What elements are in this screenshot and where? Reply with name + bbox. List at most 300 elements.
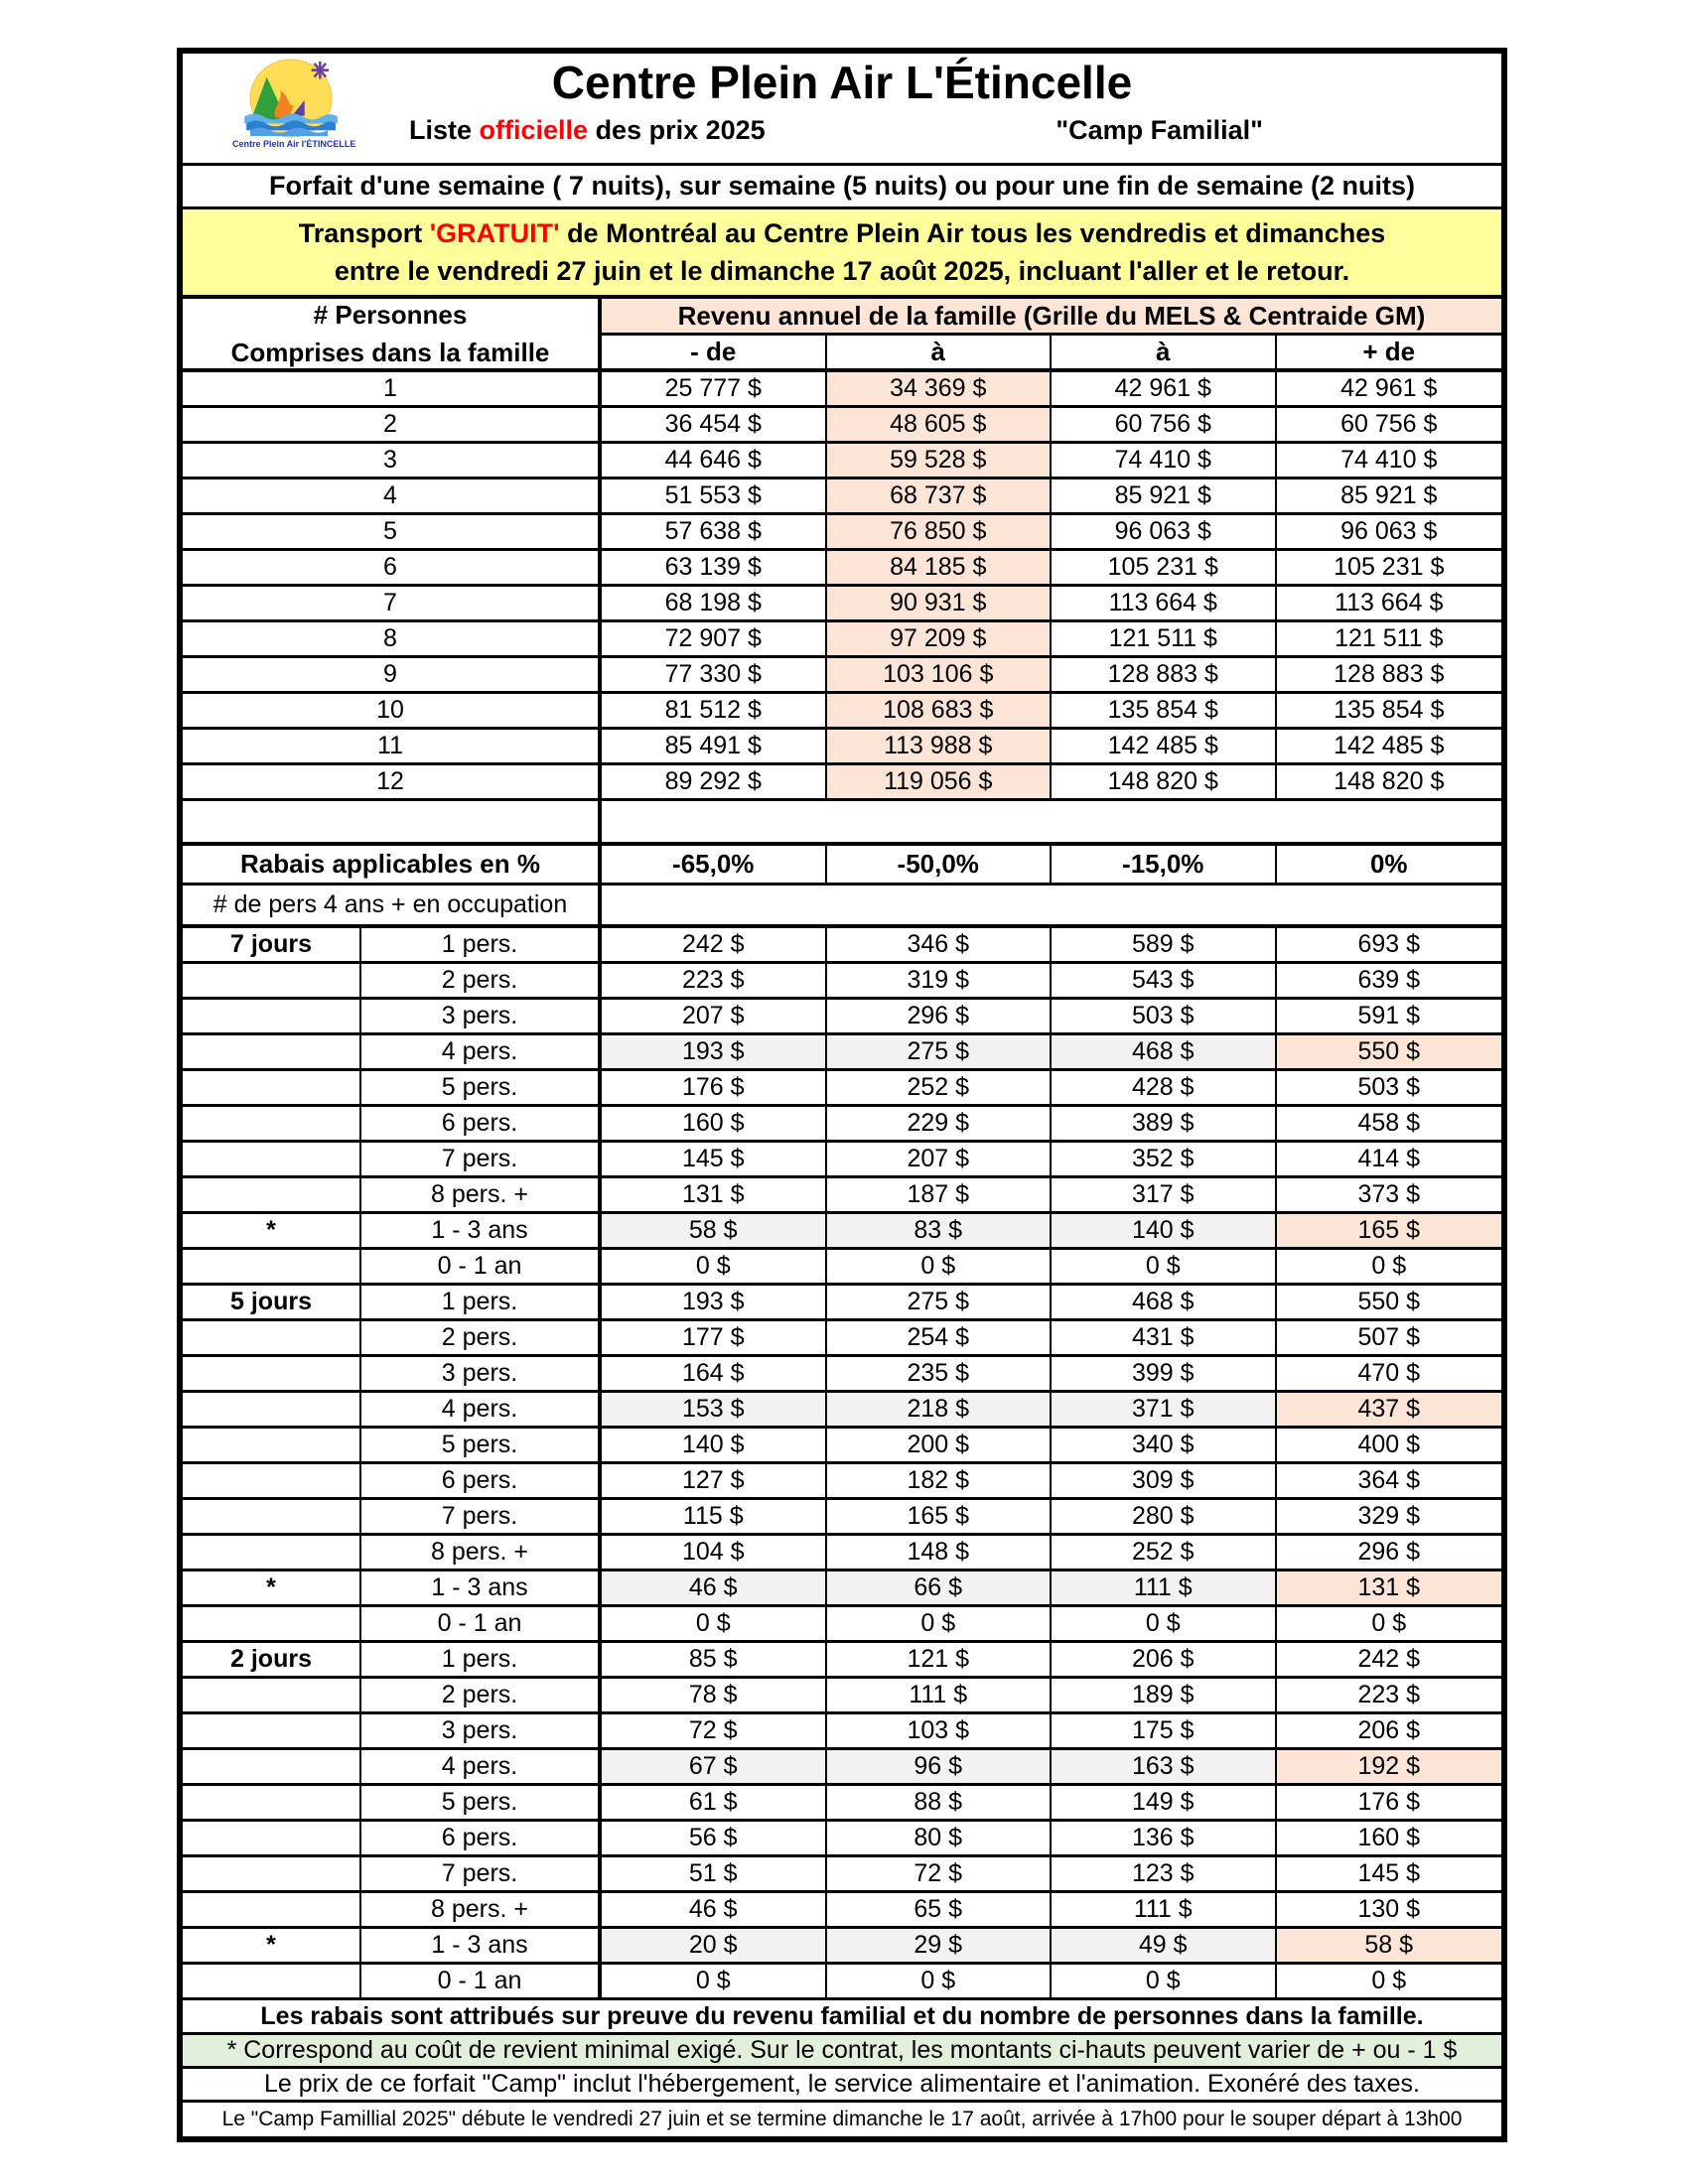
price-row [183,1750,1501,1786]
income-value-cell: 142 485 $ [1334,732,1445,759]
price-value-cell: 252 $ [827,1071,1053,1104]
price-value-cell: 0 $ [602,1250,827,1283]
family-size-cell: 5 [183,515,602,548]
price-value-cell: 0 $ [1371,1252,1407,1280]
occupation-row [183,886,1501,928]
persons-label-cell: 4 pers. [361,1393,602,1426]
price-value-cell: 340 $ [1052,1429,1277,1461]
price-row [183,1643,1501,1679]
income-value-cell: 74 410 $ [1340,446,1438,474]
footnote-rabais: Les rabais sont attribués sur preuve du revenu familial et du nombre de personnes dans la famille. [183,2000,1501,2035]
family-size-cell: 4 [183,479,602,512]
price-value-cell: 317 $ [1052,1178,1277,1211]
income-value-cell: 85 491 $ [602,730,827,762]
star-cell [183,1000,361,1032]
price-value-cell: 187 $ [827,1178,1053,1211]
star-cell [183,1107,361,1140]
price-value-cell: 437 $ [1277,1393,1502,1426]
footnote-cout-minimal: * Correspond au coût de revient minimal exigé. Sur le contrat, les montants ci-hauts peuvent varier de + ou - 1 $ [183,2035,1501,2069]
income-value-cell: 42 961 $ [1340,374,1438,402]
income-value-cell: 135 854 $ [1052,694,1277,727]
price-value-cell: 29 $ [827,1929,1053,1962]
subtitle-line [183,107,1501,146]
price-row [183,1857,1501,1893]
price-row [183,1178,1501,1214]
rabais-label: Rabais applicables en % [183,846,602,883]
income-value-cell: 128 883 $ [1334,660,1445,688]
transport-banner [183,209,1501,299]
price-row [183,1321,1501,1357]
star-cell [183,1178,361,1211]
income-value-cell: 148 820 $ [1334,767,1445,795]
price-row [183,1000,1501,1035]
price-value-cell: 252 $ [1052,1536,1277,1569]
price-value-cell: 83 $ [827,1214,1053,1247]
family-size-cell: 10 [183,694,602,727]
footnote-forfait-inclut: Le prix de ce forfait "Camp" inclut l'hébergement, le service alimentaire et l'animation. Exonéré des taxes. [183,2069,1501,2103]
price-value-cell: 503 $ [1357,1073,1421,1101]
income-value-cell: 85 921 $ [1340,481,1438,509]
star-cell [183,1071,361,1104]
price-value-cell: 20 $ [602,1929,827,1962]
income-group-header: Revenu annuel de la famille (Grille du MELS & Centraide GM) [602,299,1501,336]
price-list-label-prefix: Liste [409,115,480,145]
price-value-cell: 192 $ [1277,1750,1502,1783]
price-value-cell: 235 $ [827,1357,1053,1390]
persons-label-cell: 7 pers. [361,1500,602,1533]
star-cell [183,1250,361,1283]
price-value-cell: 639 $ [1357,966,1421,994]
star-cell [183,1393,361,1426]
persons-label-cell: 2 pers. [361,1679,602,1711]
price-value-cell: 589 $ [1052,928,1277,961]
price-value-cell: 468 $ [1052,1035,1277,1068]
persons-label-cell: 5 pers. [361,1786,602,1819]
family-size-cell: 8 [183,622,602,655]
price-value-cell: 104 $ [602,1536,827,1569]
star-cell: * [183,1214,361,1247]
persons-label-cell: 1 - 3 ans [361,1571,602,1604]
price-value-cell: 165 $ [1277,1214,1502,1247]
price-value-cell: 296 $ [827,1000,1053,1032]
price-row [183,1107,1501,1143]
income-value-cell: 42 961 $ [1052,372,1277,405]
income-rows [183,372,1501,801]
price-value-cell: 0 $ [1371,1967,1407,1994]
income-value-cell: 36 454 $ [602,408,827,441]
price-value-cell: 275 $ [827,1286,1053,1318]
price-value-cell: 0 $ [602,1965,827,1997]
price-value-cell: 458 $ [1357,1109,1421,1137]
price-row [183,928,1501,964]
price-value-cell: 177 $ [602,1321,827,1354]
price-value-cell: 206 $ [1357,1716,1421,1744]
family-size-cell: 11 [183,730,602,762]
income-value-cell: 60 756 $ [1340,410,1438,438]
price-value-cell: 131 $ [602,1178,827,1211]
income-value-cell: 85 921 $ [1052,479,1277,512]
price-list-label-suffix: des prix 2025 [588,115,766,145]
star-cell: * [183,1929,361,1962]
price-value-cell: 223 $ [602,964,827,997]
income-value-cell: 108 683 $ [827,694,1053,727]
occupation-right-cell [602,886,1501,924]
persons-label-cell: 5 pers. [361,1071,602,1104]
income-row [183,765,1501,801]
income-col-header: + de [1362,337,1416,366]
price-row [183,1250,1501,1286]
income-value-cell: 97 209 $ [827,622,1053,655]
duration-label-cell: 5 jours [183,1286,361,1318]
income-value-cell: 96 063 $ [1052,515,1277,548]
income-value-cell: 60 756 $ [1052,408,1277,441]
price-value-cell: 164 $ [602,1357,827,1390]
family-size-cell: 7 [183,587,602,619]
price-sections [183,928,1501,2000]
price-value-cell: 165 $ [827,1500,1053,1533]
price-value-cell: 160 $ [1357,1824,1421,1851]
price-value-cell: 0 $ [1371,1609,1407,1637]
price-value-cell: 163 $ [1052,1750,1277,1783]
price-value-cell: 189 $ [1052,1679,1277,1711]
rabais-value: 0% [1369,849,1408,879]
income-value-cell: 68 198 $ [602,587,827,619]
family-size-cell: 12 [183,765,602,798]
sheet-header [183,54,1501,166]
price-value-cell: 352 $ [1052,1143,1277,1175]
income-row [183,694,1501,730]
family-size-cell: 1 [183,372,602,405]
page-title: Centre Plein Air L'Étincelle [551,57,1133,108]
income-value-cell: 113 988 $ [827,730,1053,762]
price-value-cell: 65 $ [827,1893,1053,1926]
family-size-header-line1: # Personnes [313,299,468,330]
price-list-label-highlight: officielle [479,115,589,145]
price-value-cell: 371 $ [1052,1393,1277,1426]
family-size-cell: 3 [183,444,602,477]
price-value-cell: 78 $ [602,1679,827,1711]
price-row [183,1393,1501,1429]
income-row [183,408,1501,444]
price-value-cell: 121 $ [827,1643,1053,1676]
persons-label-cell: 0 - 1 an [361,1965,602,1997]
star-cell [183,1857,361,1890]
persons-label-cell: 6 pers. [361,1822,602,1854]
income-row [183,551,1501,587]
persons-label-cell: 6 pers. [361,1107,602,1140]
price-value-cell: 468 $ [1052,1286,1277,1318]
income-value-cell: 57 638 $ [602,515,827,548]
transport-gratuit: 'GRATUIT' [429,217,560,248]
spacer-right-cell [602,801,1501,842]
price-value-cell: 280 $ [1052,1500,1277,1533]
persons-label-cell: 0 - 1 an [361,1250,602,1283]
income-col-headers [602,336,1501,368]
price-value-cell: 72 $ [602,1714,827,1747]
price-row [183,1214,1501,1250]
price-value-cell: 0 $ [1052,1250,1277,1283]
price-value-cell: 46 $ [602,1571,827,1604]
price-row [183,964,1501,1000]
transport-line2: entre le vendredi 27 juin et le dimanche 17 août 2025, incluant l'aller et le retour. [334,255,1350,286]
price-value-cell: 160 $ [602,1107,827,1140]
price-value-cell: 431 $ [1052,1321,1277,1354]
persons-label-cell: 6 pers. [361,1464,602,1497]
rabais-value: -65,0% [602,846,827,883]
income-value-cell: 81 512 $ [602,694,827,727]
persons-label-cell: 7 pers. [361,1857,602,1890]
income-value-cell: 113 664 $ [1052,587,1277,619]
price-value-cell: 400 $ [1357,1431,1421,1458]
price-value-cell: 296 $ [1357,1538,1421,1566]
star-cell [183,1143,361,1175]
price-value-cell: 103 $ [827,1714,1053,1747]
income-value-cell: 135 854 $ [1334,696,1445,724]
price-value-cell: 51 $ [602,1857,827,1890]
income-row [183,515,1501,551]
income-value-cell: 25 777 $ [602,372,827,405]
price-row [183,1429,1501,1464]
price-row [183,1607,1501,1643]
price-value-cell: 58 $ [602,1214,827,1247]
price-row [183,1286,1501,1321]
camp-logo-icon [234,58,352,139]
price-value-cell: 319 $ [827,964,1053,997]
persons-label-cell: 3 pers. [361,1714,602,1747]
income-col-header: à [827,336,1053,368]
persons-label-cell: 2 pers. [361,964,602,997]
income-value-cell: 44 646 $ [602,444,827,477]
price-value-cell: 550 $ [1277,1035,1502,1068]
camp-familial-label: "Camp Familial" [1055,115,1263,145]
price-value-cell: 136 $ [1052,1822,1277,1854]
income-table-header [183,299,1501,372]
star-cell [183,1607,361,1640]
persons-label-cell: 1 - 3 ans [361,1929,602,1962]
income-value-cell: 128 883 $ [1052,658,1277,691]
price-value-cell: 67 $ [602,1750,827,1783]
price-value-cell: 428 $ [1052,1071,1277,1104]
star-cell [183,1750,361,1783]
transport-line1-prefix: Transport [298,217,430,248]
duration-label-cell: 2 jours [183,1643,361,1676]
income-value-cell: 76 850 $ [827,515,1053,548]
income-value-cell: 119 056 $ [827,765,1053,798]
price-value-cell: 49 $ [1052,1929,1277,1962]
star-cell [183,1536,361,1569]
income-row [183,658,1501,694]
star-cell [183,1500,361,1533]
price-row [183,1679,1501,1714]
price-sheet [177,48,1507,2142]
persons-label-cell: 8 pers. + [361,1893,602,1926]
price-value-cell: 364 $ [1357,1466,1421,1494]
price-value-cell: 145 $ [602,1143,827,1175]
star-cell [183,1822,361,1854]
price-row [183,1929,1501,1965]
price-value-cell: 0 $ [827,1965,1053,1997]
price-row [183,1822,1501,1857]
income-value-cell: 51 553 $ [602,479,827,512]
price-value-cell: 140 $ [1052,1214,1277,1247]
price-value-cell: 207 $ [827,1143,1053,1175]
income-col-header: - de [602,336,827,368]
price-value-cell: 0 $ [827,1250,1053,1283]
price-value-cell: 88 $ [827,1786,1053,1819]
price-row [183,1893,1501,1929]
price-value-cell: 242 $ [1357,1645,1421,1673]
family-size-cell: 2 [183,408,602,441]
price-value-cell: 46 $ [602,1893,827,1926]
persons-label-cell: 4 pers. [361,1750,602,1783]
income-value-cell: 142 485 $ [1052,730,1277,762]
price-value-cell: 507 $ [1357,1323,1421,1351]
price-value-cell: 0 $ [827,1607,1053,1640]
persons-label-cell: 2 pers. [361,1321,602,1354]
occupation-label: # de pers 4 ans + en occupation [183,886,602,924]
price-value-cell: 693 $ [1357,930,1421,958]
star-cell: * [183,1571,361,1604]
price-value-cell: 470 $ [1357,1359,1421,1387]
price-value-cell: 80 $ [827,1822,1053,1854]
income-value-cell: 105 231 $ [1334,553,1445,581]
price-value-cell: 111 $ [1052,1571,1277,1604]
income-value-cell: 90 931 $ [827,587,1053,619]
footnote-dates: Le "Camp Famillial 2025" débute le vendredi 27 juin et se termine dimanche le 17 août, arrivée à 17h00 pour le souper départ à 13h00 [221,2108,1463,2130]
price-value-cell: 85 $ [602,1643,827,1676]
transport-line1 [299,218,1386,249]
price-value-cell: 111 $ [827,1679,1053,1711]
price-value-cell: 123 $ [1052,1857,1277,1890]
price-value-cell: 223 $ [1357,1681,1421,1708]
price-value-cell: 591 $ [1357,1002,1421,1029]
price-value-cell: 414 $ [1357,1145,1421,1172]
price-value-cell: 0 $ [602,1607,827,1640]
price-value-cell: 145 $ [1357,1859,1421,1887]
price-row [183,1143,1501,1178]
income-row [183,622,1501,658]
price-row [183,1714,1501,1750]
persons-label-cell: 4 pers. [361,1035,602,1068]
price-value-cell: 72 $ [827,1857,1053,1890]
price-row [183,1500,1501,1536]
logo-caption: Centre Plein Air l'ÉTINCELLE [232,139,356,149]
price-value-cell: 254 $ [827,1321,1053,1354]
price-row [183,1071,1501,1107]
family-size-cell: 6 [183,551,602,584]
price-value-cell: 61 $ [602,1786,827,1819]
star-cell [183,964,361,997]
price-value-cell: 200 $ [827,1429,1053,1461]
price-value-cell: 503 $ [1052,1000,1277,1032]
persons-label-cell: 1 pers. [361,928,602,961]
income-value-cell: 89 292 $ [602,765,827,798]
price-value-cell: 131 $ [1277,1571,1502,1604]
price-value-cell: 127 $ [602,1464,827,1497]
persons-label-cell: 8 pers. + [361,1536,602,1569]
price-list-label [409,115,766,146]
price-value-cell: 149 $ [1052,1786,1277,1819]
income-value-cell: 48 605 $ [827,408,1053,441]
price-value-cell: 0 $ [1052,1607,1277,1640]
income-value-cell: 121 511 $ [1052,622,1277,655]
star-cell [183,1429,361,1461]
income-header-right [602,299,1501,368]
price-value-cell: 0 $ [1052,1965,1277,1997]
family-size-header-line2: Comprises dans la famille [230,337,550,367]
price-value-cell: 550 $ [1357,1288,1421,1315]
price-row [183,1571,1501,1607]
price-row [183,1464,1501,1500]
income-value-cell: 84 185 $ [827,551,1053,584]
price-value-cell: 182 $ [827,1464,1053,1497]
price-value-cell: 56 $ [602,1822,827,1854]
duration-label-cell: 7 jours [183,928,361,961]
price-value-cell: 229 $ [827,1107,1053,1140]
price-value-cell: 389 $ [1052,1107,1277,1140]
price-value-cell: 193 $ [602,1035,827,1068]
income-row [183,372,1501,408]
star-cell [183,1321,361,1354]
persons-label-cell: 3 pers. [361,1000,602,1032]
price-value-cell: 176 $ [602,1071,827,1104]
price-value-cell: 275 $ [827,1035,1053,1068]
income-col-header: à [1052,336,1277,368]
income-row [183,587,1501,622]
price-value-cell: 218 $ [827,1393,1053,1426]
price-value-cell: 207 $ [602,1000,827,1032]
price-value-cell: 206 $ [1052,1643,1277,1676]
price-value-cell: 96 $ [827,1750,1053,1783]
income-value-cell: 105 231 $ [1052,551,1277,584]
star-cell [183,1965,361,1997]
income-value-cell: 103 106 $ [827,658,1053,691]
income-row [183,444,1501,479]
logo [232,58,356,149]
income-value-cell: 59 528 $ [827,444,1053,477]
persons-label-cell: 5 pers. [361,1429,602,1461]
spacer-left-cell [183,801,602,842]
income-value-cell: 96 063 $ [1340,517,1438,545]
price-value-cell: 399 $ [1052,1357,1277,1390]
income-value-cell: 34 369 $ [827,372,1053,405]
price-value-cell: 111 $ [1052,1893,1277,1926]
income-value-cell: 77 330 $ [602,658,827,691]
price-row [183,1965,1501,2000]
price-value-cell: 153 $ [602,1393,827,1426]
income-value-cell: 113 664 $ [1335,589,1444,616]
transport-line1-suffix: de Montréal au Centre Plein Air tous les vendredis et dimanches [559,217,1386,248]
income-value-cell: 74 410 $ [1052,444,1277,477]
price-row [183,1786,1501,1822]
price-row [183,1536,1501,1571]
price-row [183,1035,1501,1071]
rabais-value: -15,0% [1052,846,1277,883]
rabais-row [183,846,1501,886]
price-value-cell: 373 $ [1357,1180,1421,1208]
price-value-cell: 309 $ [1052,1464,1277,1497]
star-cell [183,1714,361,1747]
price-value-cell: 329 $ [1357,1502,1421,1530]
rabais-value: -50,0% [827,846,1053,883]
star-cell [183,1893,361,1926]
price-value-cell: 193 $ [602,1286,827,1318]
star-cell [183,1357,361,1390]
family-size-cell: 9 [183,658,602,691]
price-row [183,1357,1501,1393]
star-cell [183,1679,361,1711]
persons-label-cell: 1 - 3 ans [361,1214,602,1247]
